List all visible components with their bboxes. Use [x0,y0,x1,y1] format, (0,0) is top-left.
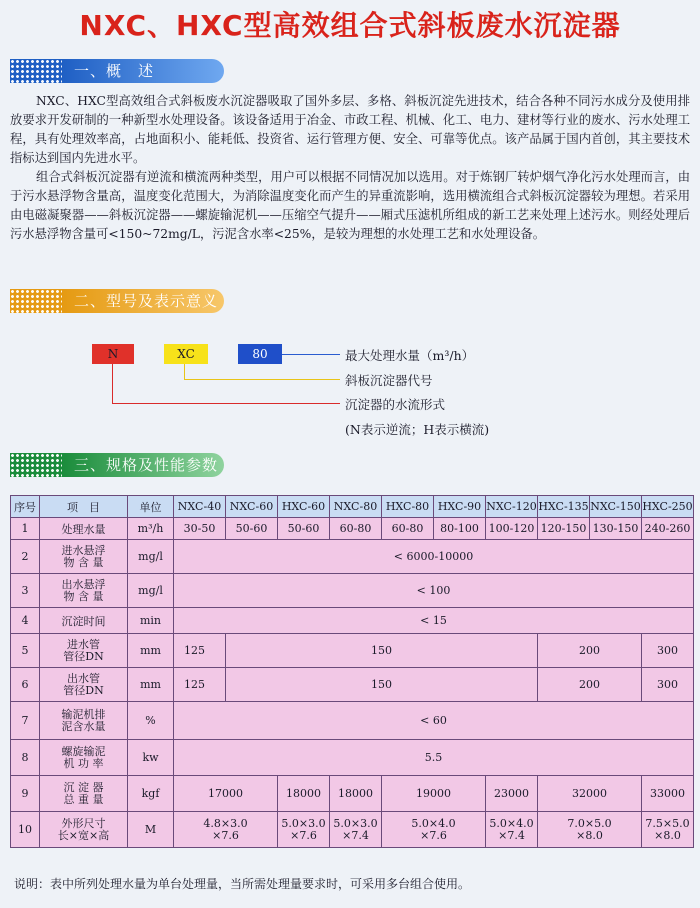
dim-line: ×7.6 [290,828,317,842]
value-cell: 50-60 [278,518,330,540]
table-row [11,776,694,812]
unit-cell: mm [128,634,174,668]
dim-line: 4.8×3.0 [203,816,248,830]
value-cell: < 15 [174,608,694,634]
table-row [11,702,694,740]
row-number: 2 [11,540,40,574]
section-header-overview [10,58,224,84]
value-cell: 18000 [278,776,330,812]
model-box-n: N [92,344,134,364]
value-cell [486,812,538,848]
dim-line: 7.5×5.0 [645,816,690,830]
table-row [11,812,694,848]
value-cell: 5.5 [174,740,694,776]
item-line: 外形尺寸 [61,816,106,830]
item-cell [40,776,128,812]
row-number: 3 [11,574,40,608]
item-line: 出水管 [67,671,100,685]
row-number: 6 [11,668,40,702]
page-title: NXC、HXC型高效组合式斜板废水沉淀器 [79,9,621,42]
item-cell [40,540,128,574]
table-row [11,740,694,776]
item-line: 进水悬浮 [61,543,106,557]
table-row [11,518,694,540]
dim-line: ×7.6 [212,828,239,842]
dot-grid-decoration [10,453,62,477]
item-cell [40,574,128,608]
value-cell: 300 [642,634,694,668]
header-cell: NXC-120 [486,496,538,518]
unit-cell: m³/h [128,518,174,540]
section-title-model: 二、型号及表示意义 [62,289,224,313]
value-cell: 33000 [642,776,694,812]
value-cell [278,812,330,848]
value-cell: 80-100 [434,518,486,540]
model-box-capacity: 80 [238,344,282,364]
unit-cell: mg/l [128,540,174,574]
item-cell [40,812,128,848]
dot-grid-decoration [10,59,62,83]
connector-line-code-vertical [184,364,185,380]
item-line: 沉 淀 器 [63,780,104,794]
table-row [11,634,694,668]
table-row [11,668,694,702]
value-cell [330,812,382,848]
item-cell: 沉淀时间 [40,608,128,634]
value-cell: 50-60 [226,518,278,540]
value-cell [538,812,642,848]
value-cell: 150 [226,634,538,668]
overview-paragraph-1: NXC、HXC型高效组合式斜板废水沉淀器吸取了国外多层、多格、斜板沉淀先进技术，结合各种不同污水成分及使用排放要求开发研制的一种新型水处理设备。该设备适用于冶金、市政工程、机械、化工、电力、建材等行业的废水、污水处理工程，具有处理效率高，占地面积小、能耗低、投资省、运行管理方便、安全、可靠等优点。该产品属于国内首创，其主要技术指标达到国内先进水平。 [10,94,690,165]
label-sedimenter-code: 斜板沉淀器代号 [345,373,433,388]
dim-line: 5.0×4.0 [411,816,456,830]
unit-cell: mg/l [128,574,174,608]
value-cell: 240-260 [642,518,694,540]
header-cell: HXC-80 [382,496,434,518]
dot-grid-decoration [10,289,62,313]
spec-table [10,495,694,848]
row-number: 9 [11,776,40,812]
value-cell: 130-150 [590,518,642,540]
item-cell [40,668,128,702]
row-number: 1 [11,518,40,540]
header-cell: NXC-60 [226,496,278,518]
item-line: 泥含水量 [61,719,106,733]
unit-cell: mm [128,668,174,702]
value-cell: 60-80 [330,518,382,540]
row-number: 7 [11,702,40,740]
dim-line: ×7.4 [342,828,369,842]
value-cell: < 6000-10000 [174,540,694,574]
item-line: 长×宽×高 [57,828,110,842]
connector-line-flow-vertical [112,364,113,404]
item-line: 输泥机排 [61,707,106,721]
value-cell: < 100 [174,574,694,608]
unit-cell: % [128,702,174,740]
value-cell: 200 [538,634,642,668]
overview-paragraph-2: 组合式斜板沉淀器有逆流和横流两种类型，用户可以根据不同情况加以选用。对于炼钢厂转炉烟气净化污水处理而言，由于污水悬浮物含量高，温度变化范围大，为消除温度变化而产生的异重流影响，选用横流组合式斜板沉淀器较为理想。若采用由电磁凝聚器——斜板沉淀器——螺旋输泥机——压缩空气提升——厢式压滤机所组成的新工艺来处理上述污水。则经处理后污水悬浮物含量可<150~72mg/L，污泥含水率<25%，是较为理想的水处理工艺和水处理设备。 [10,170,690,241]
item-line: 总 重 量 [63,792,104,806]
model-box-xc: XC [164,344,208,364]
value-cell: 30-50 [174,518,226,540]
value-cell: 18000 [330,776,382,812]
value-cell [174,812,278,848]
item-line: 机 功 率 [63,756,104,770]
connector-line-code [184,379,340,380]
item-line: 物 含 量 [63,589,104,603]
header-cell: HXC-250 [642,496,694,518]
item-cell [40,740,128,776]
header-cell: NXC-150 [590,496,642,518]
value-cell: 100-120 [486,518,538,540]
value-cell: < 60 [174,702,694,740]
row-number: 10 [11,812,40,848]
footnote: 说明：表中所列处理水量为单台处理量，当所需处理量要求时，可采用多台组合使用。 [14,877,471,891]
header-cell: NXC-80 [330,496,382,518]
item-cell: 处理水量 [40,518,128,540]
unit-cell: kw [128,740,174,776]
row-number: 8 [11,740,40,776]
header-cell: 单位 [128,496,174,518]
label-flow-type: 沉淀器的水流形式 [345,397,446,412]
value-cell: 17000 [174,776,278,812]
dim-line: 5.0×3.0 [281,816,326,830]
unit-cell: M [128,812,174,848]
value-cell: 32000 [538,776,642,812]
dim-line: ×8.0 [576,828,603,842]
table-header-row [11,496,694,518]
table-row [11,574,694,608]
value-cell: 150 [226,668,538,702]
header-cell: 序号 [11,496,40,518]
header-cell: HXC-90 [434,496,486,518]
unit-cell: kgf [128,776,174,812]
section-title-overview: 一、概 述 [62,59,224,83]
connector-line-capacity [282,354,340,355]
item-cell [40,702,128,740]
row-number: 4 [11,608,40,634]
header-cell: HXC-60 [278,496,330,518]
connector-line-flow [112,403,340,404]
section-header-spec [10,452,224,478]
section-header-model [10,288,224,314]
value-cell: 120-150 [538,518,590,540]
row-number: 5 [11,634,40,668]
value-cell: 23000 [486,776,538,812]
dim-line: 5.0×3.0 [333,816,378,830]
dim-line: ×7.6 [420,828,447,842]
dim-line: ×7.4 [498,828,525,842]
value-cell: 200 [538,668,642,702]
header-cell: NXC-40 [174,496,226,518]
dim-line: 5.0×4.0 [489,816,534,830]
item-line: 出水悬浮 [61,577,106,591]
table-row [11,608,694,634]
header-cell: 项 目 [40,496,128,518]
header-cell: HXC-135 [538,496,590,518]
item-line: 螺旋输泥 [61,744,106,758]
value-cell: 19000 [382,776,486,812]
item-line: 进水管 [67,637,100,651]
item-line: 管径DN [63,683,104,697]
label-max-capacity: 最大处理水量（m³/h） [345,348,475,363]
value-cell: 125 [174,668,226,702]
item-line: 物 含 量 [63,555,104,569]
value-cell: 300 [642,668,694,702]
value-cell [642,812,694,848]
item-cell [40,634,128,668]
value-cell [382,812,486,848]
value-cell: 60-80 [382,518,434,540]
table-row [11,540,694,574]
dim-line: 7.0×5.0 [567,816,612,830]
value-cell: 125 [174,634,226,668]
label-flow-type-note: (N表示逆流；H表示横流) [345,422,490,437]
item-line: 管径DN [63,649,104,663]
section-title-spec: 三、规格及性能参数 [62,453,224,477]
dim-line: ×8.0 [654,828,681,842]
unit-cell: min [128,608,174,634]
